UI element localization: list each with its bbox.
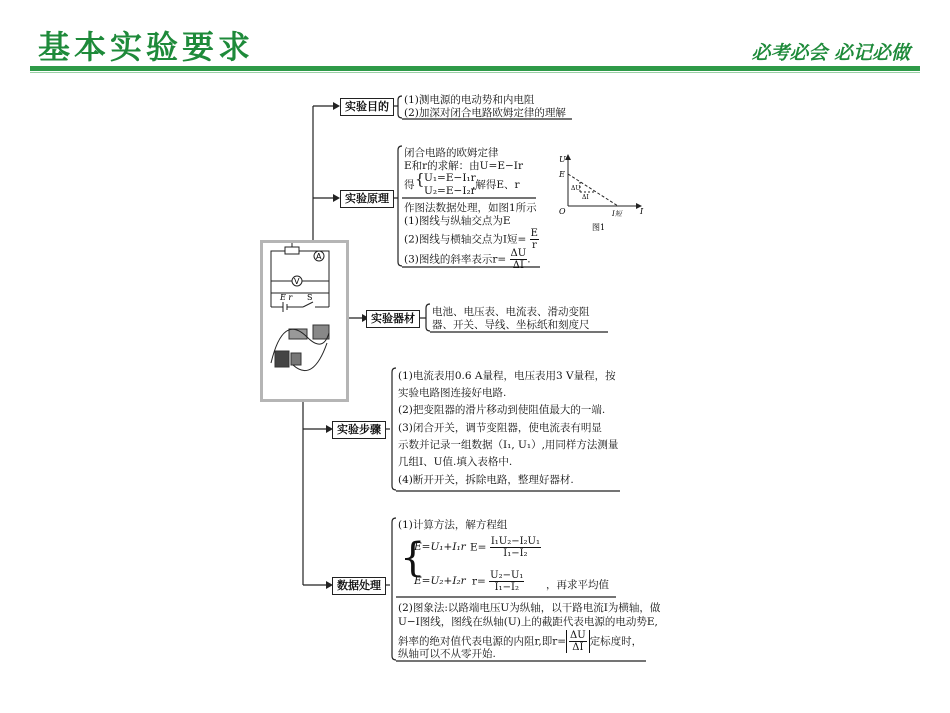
frac-den: r — [531, 240, 537, 251]
principle-label: 实验原理 — [340, 190, 394, 208]
graph-u-axis: U — [559, 155, 566, 164]
graph-i-axis: I — [640, 207, 644, 216]
graph-di: ΔI — [582, 194, 589, 201]
principle-de: 得 — [404, 179, 415, 191]
steps-line-1: (1)电流表用0.6 A量程，电压表用3 V量程，按 — [398, 370, 616, 382]
frac-den: ΔI — [512, 260, 524, 271]
data-e-prefix: E= — [470, 541, 487, 554]
graph-caption: 图1 — [592, 223, 606, 232]
data-line-1: (1)计算方法，解方程组 — [398, 519, 508, 531]
frac-num: U₂−U₁ — [490, 570, 524, 581]
frac-den: ΔI — [572, 642, 584, 653]
equipment-photo — [271, 325, 329, 371]
steps-label: 实验步骤 — [332, 421, 386, 439]
equipment-label: 实验器材 — [366, 310, 420, 328]
frac-den: I₁−I₂ — [503, 548, 528, 559]
principle-solve: ,解得E、r — [472, 179, 520, 191]
data-graph-text-b: 定标度时， — [589, 635, 643, 648]
data-eq-2: E=U₂+I₂r — [414, 575, 466, 587]
data-eq-1: E=U₁+I₁r — [414, 541, 466, 553]
data-graph-text-a: 斜率的绝对值代表电源的内阻r,即r= — [398, 635, 567, 648]
frac-num: E — [530, 228, 538, 239]
principle-brace: { — [415, 170, 425, 188]
steps-line-7: (4)断开开关，拆除电路，整理好器材. — [398, 474, 574, 486]
data-average: ，再求平均值 — [546, 579, 609, 591]
graph-ishort: I短 — [612, 210, 622, 218]
frac-den: I₁−I₂ — [494, 582, 519, 593]
graph-e-label: E — [559, 170, 565, 179]
principle-slope-frac — [510, 248, 528, 271]
purpose-line-1: (1)测电源的电动势和内电阻 — [404, 94, 535, 106]
principle-line-e: (1)图线与纵轴交点为E — [404, 215, 511, 227]
steps-line-4: (3)闭合开关，调节变阻器，使电流表有明显 — [398, 422, 602, 434]
principle-slope-text: (3)图线的斜率表示r= — [404, 253, 507, 266]
graph-origin: O — [559, 207, 566, 216]
data-r-solution — [472, 570, 524, 593]
steps-line-6: 几组I、U值.填入表格中. — [398, 456, 513, 468]
data-brace: { — [400, 535, 426, 581]
principle-line-2: E和r的求解：由U=E−Ir — [404, 160, 523, 172]
data-e-frac — [490, 536, 541, 559]
principle-ishort-frac — [530, 228, 539, 251]
purpose-label: 实验目的 — [340, 98, 394, 116]
switch-label: S — [307, 293, 313, 302]
frac-num: ΔU — [510, 248, 527, 259]
data-r-prefix: r= — [472, 575, 486, 588]
principle-line-graph: 作图法数据处理，如图1所示 — [404, 202, 537, 214]
ammeter-label: A — [316, 252, 322, 261]
graph-du: ΔU — [571, 185, 581, 192]
steps-line-3: (2)把变阻器的滑片移动到使阻值最大的一端. — [398, 404, 606, 416]
frac-num: ΔU — [570, 630, 586, 641]
steps-line-2: 实验电路图连接好电路. — [398, 387, 507, 399]
frac-num: I₁U₂−I₂U₁ — [490, 536, 540, 547]
page-title: 基本实验要求 — [38, 28, 255, 66]
principle-eq-2: U₂=E−I₂r — [424, 185, 476, 197]
ui-graph — [556, 152, 646, 234]
equipment-line-2: 器、开关、导线、坐标纸和刻度尺 — [432, 319, 590, 331]
voltmeter-label: V — [294, 277, 300, 286]
page-subtitle: 必考必会 必记必做 — [751, 42, 910, 64]
data-graph-line-5: 纵轴可以不从零开始. — [398, 648, 496, 660]
data-r-frac — [489, 570, 524, 593]
steps-line-5: 示数并记录一组数据（I₁, U₁）,用同样方法测量 — [398, 439, 619, 451]
circuit-diagram — [263, 243, 340, 393]
principle-line-slope: (3)图线的斜率表示r= $\frac{\Delta U}{\Delta I}$ . — [404, 248, 531, 271]
principle-ishort-text: (2)图线与横轴交点为I短= — [404, 233, 527, 246]
purpose-line-2: (2)加深对闭合电路欧姆定律的理解 — [404, 107, 566, 119]
equipment-line-1: 电池、电压表、电流表、滑动变阻 — [432, 306, 590, 318]
data-e-solution — [470, 536, 541, 559]
data-abs-frac-inner — [569, 630, 587, 653]
data-abs-frac — [566, 630, 590, 653]
principle-line-1: 闭合电路的欧姆定律 — [404, 147, 499, 159]
data-label: 数据处理 — [332, 577, 386, 595]
data-graph-line-1: (2)图象法:以路端电压U为纵轴，以干路电流I为横轴，做 — [398, 602, 661, 614]
data-graph-line-2: U−I图线，图线在纵轴(U)上的截距代表电源的电动势E, — [398, 616, 658, 628]
source-label: E r — [280, 293, 293, 302]
principle-eq-1: U₁=E−I₁r — [424, 172, 476, 184]
